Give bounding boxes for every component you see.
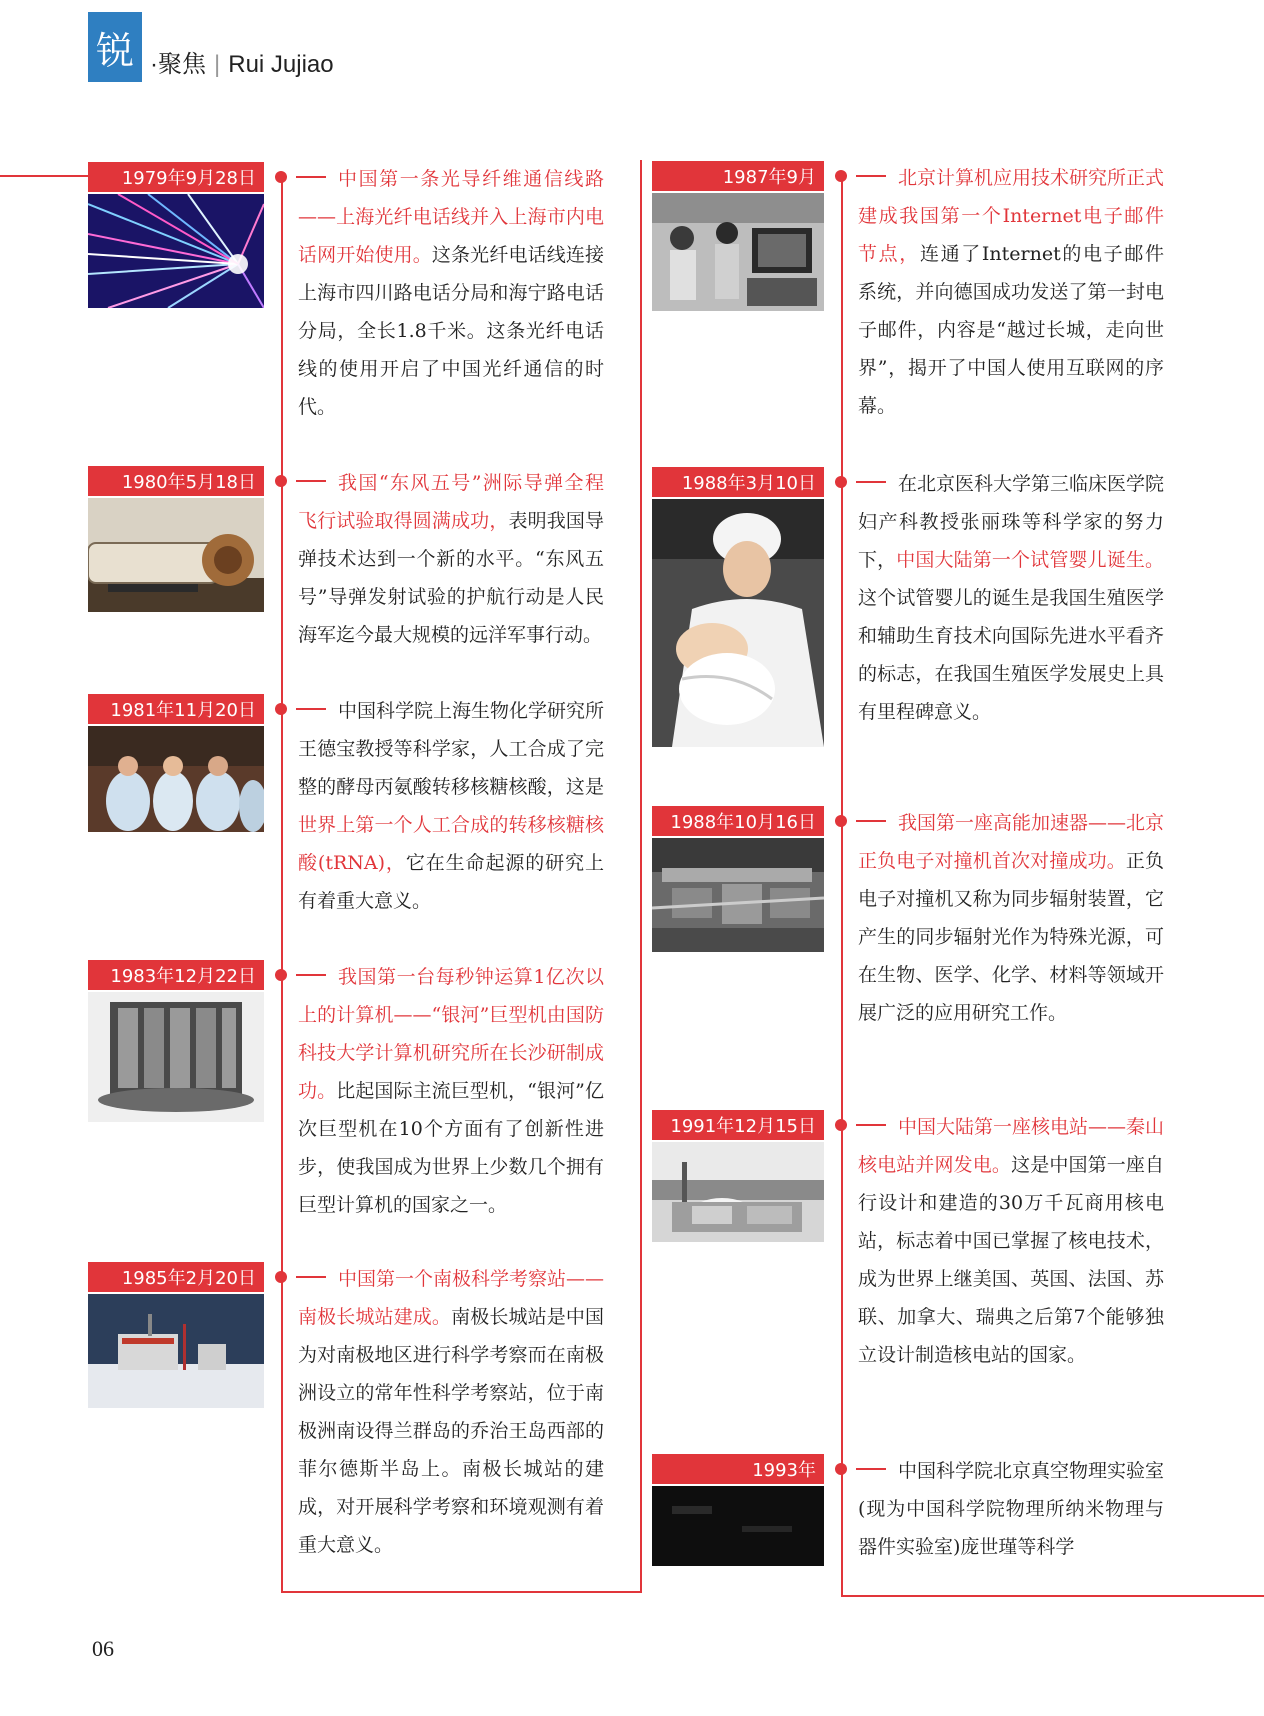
- date-tag: 1988年3月10日: [652, 467, 824, 497]
- date-tag: 1981年11月20日: [88, 694, 264, 724]
- column-title: Rui Jujiao: [228, 51, 334, 78]
- entry-body: 中国科学院北京真空物理实验室(现为中国科学院物理所纳米物理与器件实验室)庞世瑾等科学: [858, 1460, 1165, 1558]
- entry-highlight: 我国“东风五号”洲际导弹全程飞行试验取得圆满成功，: [298, 472, 604, 532]
- scientists-photo: [88, 726, 264, 832]
- timeline-entry-text: [298, 692, 604, 920]
- computer-lab-photo: [652, 193, 824, 311]
- timeline-dot: [275, 171, 287, 183]
- timeline-left-vertical: [281, 176, 283, 1592]
- timeline-bottom-connector: [281, 1591, 641, 1593]
- entry-body: 比起国际主流巨型机，“银河”亿次巨型机在10个方面有了创新性进步，使我国成为世界上少数几个拥有巨型计算机的国家之一。: [298, 1080, 604, 1216]
- brand-logo: 锐: [88, 12, 142, 82]
- timeline-dot: [275, 475, 287, 487]
- entry-body: 它在生命起源的研究上有着重大意义。: [298, 852, 604, 912]
- date-tag: 1983年12月22日: [88, 960, 264, 990]
- entry-body: 表明我国导弹技术达到一个新的水平。“东风五号”导弹发射试验的护航行动是人民海军迄今最大规模的远洋军事行动。: [298, 510, 604, 646]
- timeline-entry-line-left: [0, 175, 88, 177]
- timeline-dot: [275, 1271, 287, 1283]
- section-name: ·聚焦: [150, 51, 206, 78]
- entry-body: 这个试管婴儿的诞生是我国生殖医学和辅助生育技术向国际先进水平看齐的标志，在我国生殖医学发展史上具有里程碑意义。: [858, 587, 1164, 723]
- timeline-entry-text: [298, 958, 604, 1224]
- date-tag: 1991年12月15日: [652, 1110, 824, 1140]
- entry-highlight: 世界上第一个人工合成的转移核糖核酸(tRNA)，: [298, 814, 604, 874]
- entry-highlight: 中国第一个南极科学考察站——南极长城站建成。: [298, 1268, 605, 1328]
- entry-highlight: 中国大陆第一座核电站——秦山核电站并网发电。: [858, 1116, 1165, 1176]
- timeline-entry-text: [858, 804, 1164, 1032]
- supercomputer-photo: [88, 992, 264, 1122]
- timeline-dot: [835, 170, 847, 182]
- entry-highlight: 我国第一台每秒钟运算1亿次以上的计算机——“银河”巨型机由国防科技大学计算机研究所在长沙研制成功。: [298, 966, 604, 1102]
- vacuum-lab-photo: [652, 1486, 824, 1566]
- entry-highlight: 我国第一座高能加速器——北京正负电子对撞机首次对撞成功。: [858, 812, 1165, 872]
- test-tube-baby-photo: [652, 499, 824, 747]
- date-tag: 1987年9月: [652, 161, 824, 191]
- timeline-entry-text: [858, 465, 1164, 731]
- timeline-entry-text: [858, 1452, 1164, 1566]
- page-number: 06: [92, 1636, 114, 1661]
- entry-body: 连通了Internet的电子邮件系统，并向德国成功发送了第一封电子邮件，内容是“越过长城，走向世界”，揭开了中国人使用互联网的序幕。: [858, 243, 1164, 417]
- entry-highlight: 中国第一条光导纤维通信线路——上海光纤电话线并入上海市内电话网开始使用。: [298, 168, 604, 266]
- entry-body: 中国科学院上海生物化学研究所王德宝教授等科学家，人工合成了完整的酵母丙氨酸转移核糖核酸，这是: [298, 700, 605, 798]
- column-header: [150, 44, 334, 79]
- nuclear-plant-photo: [652, 1142, 824, 1242]
- entry-body: 这条光纤电话线连接上海市四川路电话分局和海宁路电话分局，全长1.8千米。这条光纤电话线的使用开启了中国光纤通信的时代。: [298, 244, 604, 418]
- entry-body: 这是中国第一座自行设计和建造的30万千瓦商用核电站，标志着中国已掌握了核电技术，成为世界上继美国、英国、法国、苏联、加拿大、瑞典之后第7个能够独立设计制造核电站的国家。: [858, 1154, 1164, 1366]
- date-tag: 1985年2月20日: [88, 1262, 264, 1292]
- entry-highlight: 北京计算机应用技术研究所正式建成我国第一个Internet电子邮件节点，: [858, 167, 1165, 265]
- timeline-entry-text: [858, 1108, 1164, 1374]
- timeline-exit-line-right: [841, 1595, 1264, 1597]
- fiber-optics-photo: [88, 194, 264, 308]
- timeline-entry-text: [298, 160, 604, 426]
- date-tag: 1980年5月18日: [88, 466, 264, 496]
- entry-highlight: 中国大陆第一个试管婴儿诞生。: [896, 549, 1164, 571]
- antarctic-station-photo: [88, 1294, 264, 1408]
- missile-photo: [88, 498, 264, 612]
- timeline-dot: [835, 1119, 847, 1131]
- entry-body: 正负电子对撞机又称为同步辐射装置，它产生的同步辐射光作为特殊光源，可在生物、医学、化学、材料等领域开展广泛的应用研究工作。: [858, 850, 1164, 1024]
- timeline-dot: [275, 703, 287, 715]
- timeline-dot: [835, 476, 847, 488]
- timeline-entry-text: [298, 1260, 604, 1564]
- header-divider: |: [214, 51, 221, 78]
- timeline-connector-up: [640, 160, 642, 1593]
- accelerator-photo: [652, 838, 824, 952]
- entry-body: 南极长城站是中国为对南极地区进行科学考察而在南极洲设立的常年性科学考察站，位于南极洲南设得兰群岛的乔治王岛西部的菲尔德斯半岛上。南极长城站的建成，对开展科学考察和环境观测有着重大意义。: [298, 1306, 604, 1556]
- timeline-entry-text: [858, 159, 1164, 425]
- timeline-dot: [275, 969, 287, 981]
- timeline-entry-text: [298, 464, 604, 654]
- timeline-dot: [835, 1463, 847, 1475]
- entry-body: 在北京医科大学第三临床医学院妇产科教授张丽珠等科学家的努力下，: [858, 473, 1165, 571]
- date-tag: 1993年: [652, 1454, 824, 1484]
- date-tag: 1988年10月16日: [652, 806, 824, 836]
- timeline-right-vertical: [841, 176, 843, 1596]
- date-tag: 1979年9月28日: [88, 162, 264, 192]
- timeline-dot: [835, 815, 847, 827]
